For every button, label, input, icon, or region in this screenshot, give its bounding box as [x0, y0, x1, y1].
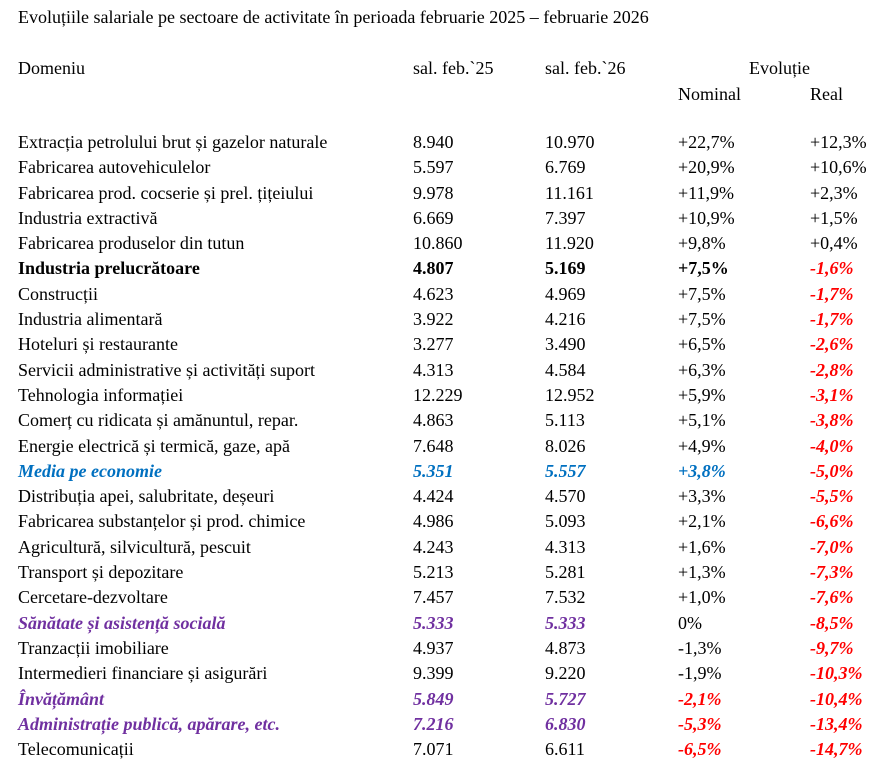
row-real-evolution: -13,4%	[810, 713, 863, 734]
row-real-evolution: -3,8%	[810, 410, 854, 431]
row-label: Servicii administrative și activități suport	[18, 359, 315, 380]
table-row	[18, 737, 895, 762]
salary-table	[18, 55, 895, 762]
table-row	[18, 181, 895, 206]
row-nominal-evolution: +3,8%	[678, 460, 726, 481]
row-sal-feb25: 12.229	[413, 384, 463, 405]
row-nominal-evolution: 0%	[678, 612, 702, 633]
row-sal-feb25: 9.399	[413, 663, 454, 684]
row-sal-feb25: 4.863	[413, 410, 454, 431]
document-title: Evoluțiile salariale pe sectoare de activitate în perioada februarie 2025 – februarie 2026	[18, 7, 649, 27]
col-header-evolutie: Evoluție	[749, 58, 810, 78]
table-row	[18, 256, 895, 281]
row-label: Tehnologia informației	[18, 384, 184, 405]
row-real-evolution: +0,4%	[810, 233, 858, 254]
row-sal-feb26: 9.220	[545, 663, 586, 684]
row-sal-feb25: 4.807	[413, 258, 454, 279]
row-nominal-evolution: +5,1%	[678, 410, 726, 431]
row-sal-feb26: 4.313	[545, 536, 586, 557]
row-sal-feb26: 5.093	[545, 511, 586, 532]
col-header-nominal: Nominal	[678, 84, 741, 104]
row-sal-feb26: 4.969	[545, 283, 586, 304]
row-sal-feb26: 5.113	[545, 410, 585, 431]
row-sal-feb25: 7.216	[413, 713, 454, 734]
row-label: Agricultură, silvicultură, pescuit	[18, 536, 251, 557]
table-header-row	[18, 55, 895, 81]
row-sal-feb26: 6.611	[545, 739, 585, 760]
table-row	[18, 611, 895, 636]
row-real-evolution: +12,3%	[810, 132, 867, 152]
row-real-evolution: -2,6%	[810, 334, 854, 355]
table-row	[18, 408, 895, 433]
row-nominal-evolution: +7,5%	[678, 283, 726, 304]
row-label: Administrație publică, apărare, etc.	[18, 713, 281, 734]
row-sal-feb25: 4.424	[413, 486, 454, 507]
col-header-domeniu: Domeniu	[18, 58, 85, 78]
row-sal-feb26: 11.161	[545, 182, 594, 203]
row-label: Energie electrică și termică, gaze, apă	[18, 435, 291, 456]
row-nominal-evolution: +22,7%	[678, 132, 735, 152]
row-sal-feb25: 4.623	[413, 283, 454, 304]
row-sal-feb25: 3.922	[413, 309, 454, 330]
row-nominal-evolution: +2,1%	[678, 511, 726, 532]
row-sal-feb25: 7.648	[413, 435, 454, 456]
row-nominal-evolution: +9,8%	[678, 233, 726, 254]
row-nominal-evolution: -5,3%	[678, 713, 722, 734]
row-real-evolution: -6,6%	[810, 511, 854, 532]
row-nominal-evolution: +6,5%	[678, 334, 726, 355]
table-row	[18, 434, 895, 459]
table-row	[18, 383, 895, 408]
row-label: Media pe economie	[18, 460, 162, 481]
row-sal-feb26: 5.727	[545, 688, 586, 709]
row-sal-feb26: 3.490	[545, 334, 586, 355]
row-label: Extracția petrolului brut și gazelor naturale	[18, 132, 328, 152]
row-sal-feb25: 4.243	[413, 536, 454, 557]
row-real-evolution: +1,5%	[810, 207, 858, 228]
row-sal-feb25: 4.937	[413, 637, 454, 658]
row-label: Hoteluri și restaurante	[18, 334, 178, 355]
row-nominal-evolution: +7,5%	[678, 309, 726, 330]
row-sal-feb26: 8.026	[545, 435, 586, 456]
row-label: Fabricarea autovehiculelor	[18, 157, 211, 178]
table-row	[18, 206, 895, 231]
row-real-evolution: -5,0%	[810, 460, 854, 481]
table-row	[18, 687, 895, 712]
table-row	[18, 509, 895, 534]
row-sal-feb25: 5.597	[413, 157, 454, 178]
row-label: Industria alimentară	[18, 309, 163, 330]
row-sal-feb25: 3.277	[413, 334, 454, 355]
row-real-evolution: -2,8%	[810, 359, 854, 380]
row-nominal-evolution: +6,3%	[678, 359, 726, 380]
table-row	[18, 282, 895, 307]
row-label: Sănătate și asistență socială	[18, 612, 226, 633]
row-nominal-evolution: +7,5%	[678, 258, 729, 279]
row-real-evolution: -7,3%	[810, 562, 854, 583]
row-label: Fabricarea substanțelor și prod. chimice	[18, 511, 306, 532]
row-label: Tranzacții imobiliare	[18, 637, 169, 658]
row-real-evolution: -3,1%	[810, 384, 854, 405]
row-nominal-evolution: +1,6%	[678, 536, 726, 557]
row-label: Intermedieri financiare și asigurări	[18, 663, 268, 684]
row-real-evolution: -1,6%	[810, 258, 854, 279]
row-real-evolution: -7,0%	[810, 536, 854, 557]
table-body	[18, 130, 895, 762]
row-nominal-evolution: +4,9%	[678, 435, 726, 456]
row-real-evolution: -1,7%	[810, 283, 854, 304]
table-row	[18, 712, 895, 737]
row-nominal-evolution: +20,9%	[678, 157, 735, 178]
row-real-evolution: -10,3%	[810, 663, 863, 684]
row-label: Telecomunicații	[18, 739, 134, 760]
row-nominal-evolution: -2,1%	[678, 688, 722, 709]
row-sal-feb25: 4.986	[413, 511, 454, 532]
row-sal-feb26: 4.584	[545, 359, 586, 380]
row-nominal-evolution: +3,3%	[678, 486, 726, 507]
row-nominal-evolution: +1,0%	[678, 587, 726, 608]
row-sal-feb25: 8.940	[413, 132, 454, 152]
row-real-evolution: -4,0%	[810, 435, 854, 456]
row-sal-feb25: 5.849	[413, 688, 454, 709]
table-row	[18, 155, 895, 180]
row-real-evolution: -7,6%	[810, 587, 854, 608]
row-sal-feb26: 12.952	[545, 384, 595, 405]
row-sal-feb26: 7.532	[545, 587, 586, 608]
row-sal-feb26: 6.769	[545, 157, 586, 178]
row-sal-feb26: 5.333	[545, 612, 586, 633]
table-row	[18, 231, 895, 256]
row-nominal-evolution: +1,3%	[678, 562, 726, 583]
row-sal-feb25: 5.351	[413, 460, 454, 481]
row-nominal-evolution: -6,5%	[678, 739, 722, 760]
row-sal-feb26: 4.570	[545, 486, 586, 507]
row-nominal-evolution: -1,9%	[678, 663, 722, 684]
row-sal-feb25: 6.669	[413, 207, 454, 228]
row-sal-feb25: 5.213	[413, 562, 454, 583]
row-real-evolution: -8,5%	[810, 612, 854, 633]
row-label: Fabricarea prod. cocserie și prel. țițeiului	[18, 182, 314, 203]
row-nominal-evolution: +5,9%	[678, 384, 726, 405]
row-real-evolution: -14,7%	[810, 739, 863, 760]
table-row	[18, 307, 895, 332]
table-subheader-row	[18, 81, 895, 107]
row-sal-feb25: 7.071	[413, 739, 454, 760]
row-sal-feb26: 10.970	[545, 132, 595, 152]
table-row	[18, 484, 895, 509]
row-sal-feb26: 4.216	[545, 309, 586, 330]
row-label: Comerț cu ridicata și amănuntul, repar.	[18, 410, 299, 431]
row-label: Transport și depozitare	[18, 562, 184, 583]
row-sal-feb26: 5.169	[545, 258, 586, 279]
row-label: Industria prelucrătoare	[18, 258, 200, 279]
row-label: Învățământ	[18, 688, 105, 709]
row-nominal-evolution: +10,9%	[678, 207, 735, 228]
table-row	[18, 535, 895, 560]
row-sal-feb25: 4.313	[413, 359, 454, 380]
col-header-sal-feb26: sal. feb.`26	[545, 58, 626, 78]
row-sal-feb26: 7.397	[545, 207, 586, 228]
row-sal-feb26: 6.830	[545, 713, 586, 734]
table-row	[18, 459, 895, 484]
row-label: Distribuția apei, salubritate, deșeuri	[18, 486, 275, 507]
row-sal-feb25: 5.333	[413, 612, 454, 633]
row-sal-feb26: 5.557	[545, 460, 586, 481]
table-row	[18, 130, 895, 155]
row-label: Cercetare-dezvoltare	[18, 587, 168, 608]
row-real-evolution: +2,3%	[810, 182, 858, 203]
row-sal-feb25: 10.860	[413, 233, 463, 254]
table-row	[18, 661, 895, 686]
table-row	[18, 585, 895, 610]
table-row	[18, 358, 895, 383]
table-row	[18, 332, 895, 357]
row-label: Industria extractivă	[18, 207, 158, 228]
row-sal-feb26: 5.281	[545, 562, 586, 583]
row-sal-feb25: 7.457	[413, 587, 454, 608]
row-real-evolution: -10,4%	[810, 688, 863, 709]
row-nominal-evolution: -1,3%	[678, 637, 722, 658]
row-sal-feb26: 11.920	[545, 233, 594, 254]
row-real-evolution: -1,7%	[810, 309, 854, 330]
row-sal-feb25: 9.978	[413, 182, 454, 203]
col-header-sal-feb25: sal. feb.`25	[413, 58, 494, 78]
row-label: Fabricarea produselor din tutun	[18, 233, 245, 254]
row-sal-feb26: 4.873	[545, 637, 586, 658]
row-real-evolution: -5,5%	[810, 486, 854, 507]
row-nominal-evolution: +11,9%	[678, 182, 734, 203]
table-row	[18, 560, 895, 585]
row-real-evolution: -9,7%	[810, 637, 854, 658]
col-header-real: Real	[810, 84, 843, 104]
row-real-evolution: +10,6%	[810, 157, 867, 178]
table-row	[18, 636, 895, 661]
row-label: Construcții	[18, 283, 98, 304]
